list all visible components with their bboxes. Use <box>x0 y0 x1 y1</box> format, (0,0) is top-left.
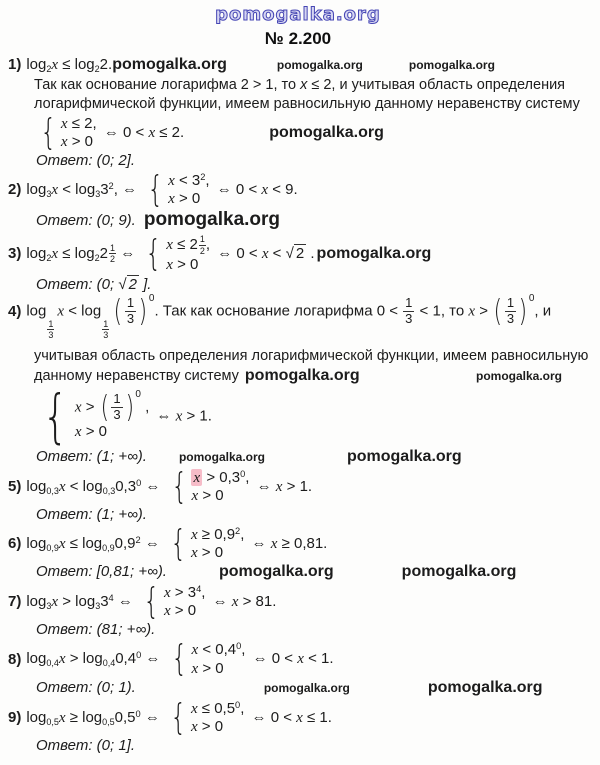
watermark-small: pomogalka.org <box>408 58 495 72</box>
answer-row <box>6 679 590 697</box>
formula-row <box>6 696 590 738</box>
answer-row <box>6 448 590 466</box>
system-formula: { x > ( 1 3 ) $^0$ , x > 0 ⇔ x > 1. <box>42 382 212 451</box>
watermark-small: pomogalka.org <box>263 680 350 695</box>
answer-row <box>6 209 590 231</box>
formula-row <box>6 293 590 346</box>
answer-row <box>6 621 590 638</box>
problem-2 <box>6 169 590 231</box>
watermark-small: pomogalka.org <box>475 369 562 384</box>
problem-number: 9) <box>8 708 22 726</box>
problem-number: 2) <box>8 181 22 199</box>
formula-row <box>6 581 590 623</box>
problem-number: 6) <box>8 535 22 553</box>
answer-row <box>6 563 590 581</box>
answer-row <box>6 275 590 293</box>
answer: Ответ: (1; +∞). <box>36 506 147 524</box>
problem-number: 4) <box>8 302 22 320</box>
answer: Ответ: (0; 1). <box>36 678 136 696</box>
formula: $\log_3x > \log_33^4$ ⇔ { $x > 3^4$, x > 0 ⇔ x > 81. <box>26 581 277 623</box>
watermark-bold: pomogalka.org <box>316 245 432 262</box>
formula: $\log_{0,5}x \ge \log_{0,5}0,5^0$ ⇔ { $x \le 0,5^0$, x > 0 ⇔ 0 < x ≤ 1. <box>26 696 332 738</box>
watermark-bold: pomogalka.org <box>143 209 281 231</box>
problem-number: 5) <box>8 478 22 496</box>
problem-3 <box>6 234 590 293</box>
watermark-bold: pomogalka.org <box>244 367 360 385</box>
problem-8 <box>6 638 590 696</box>
watermark-bold: pomogalka.org <box>269 124 384 142</box>
watermark-bold: pomogalka.org <box>218 563 334 581</box>
system-row <box>34 111 590 153</box>
answer: Ответ: (0; 9). <box>36 212 136 230</box>
explanation-line: Так как основание логарифма 2 > 1, то x ≤ 2, и учитывая область определения <box>34 77 566 94</box>
problem-4 <box>6 293 590 466</box>
formula-row <box>6 169 590 211</box>
system-formula: { x ≤ 2, x > 0 ⇔ 0 < x ≤ 2. <box>40 111 185 153</box>
system-row <box>34 382 590 451</box>
formula: $\log_{0,4}x > \log_{0,4}0,4^0$ ⇔ { $x < 0,4^0$, x > 0 ⇔ 0 < x < 1. <box>26 638 334 680</box>
page-title: № 2.200 <box>264 29 332 48</box>
watermark-bold: pomogalka.org <box>112 56 227 73</box>
formula: $\log_{0,9}x \le \log_{0,9}0,9^2$ ⇔ { $x \ge 0,9^2$, x > 0 ⇔ x ≥ 0,81. <box>26 523 328 565</box>
answer: Ответ: (81; +∞). <box>36 621 156 639</box>
answer: Ответ: (0; √ 2 ]. <box>36 275 152 293</box>
watermark-small: pomogalka.org <box>178 450 265 465</box>
explanation-row <box>6 367 590 385</box>
site-logo: pomogalka.org <box>215 4 381 25</box>
answer-row <box>6 152 590 169</box>
watermark-bold: pomogalka.org <box>346 448 462 466</box>
formula-row <box>6 523 590 565</box>
formula-row <box>6 466 590 508</box>
explanation-line: данному неравенству систему <box>34 368 239 385</box>
formula: $\log_3x < \log_33^2$, ⇔ { $x < 3^2$, x > 0 ⇔ 0 < x < 9. <box>26 169 298 211</box>
problem-number: 8) <box>8 650 22 668</box>
answer: Ответ: [0,81; +∞). <box>36 563 167 581</box>
formula: log $\frac{1}{3}$ x < log $\frac{1}{3}$ ( 1 3 ) $^0$ . Так как основание логарифма 0 < $\frac{1}{3}$ < 1, то x > ( 1 3 ) $^0$ , и <box>26 293 552 340</box>
explanation-line: учитывая область определения логарифмической функции, имеем равносильную <box>34 348 589 365</box>
problem-number: 1) <box>8 56 22 73</box>
problem-number: 3) <box>8 245 22 262</box>
problem-7 <box>6 581 590 639</box>
problem-9 <box>6 696 590 754</box>
watermark-small: pomogalka.org <box>276 58 363 72</box>
answer-row <box>6 737 590 754</box>
formula-row <box>6 638 590 680</box>
problem-5 <box>6 466 590 524</box>
watermark-bold: pomogalka.org <box>427 678 543 696</box>
formula: $\log_2x \le \log_22$. <box>26 56 113 75</box>
formula: $\log_{0,3}x < \log_{0,3}0,3^0$ ⇔ { $x > 0,3^0$, x > 0 ⇔ x > 1. <box>26 466 313 508</box>
problem-6 <box>6 523 590 581</box>
answer-row <box>6 506 590 523</box>
problem-1-head <box>6 56 590 75</box>
problem-number: 7) <box>8 593 22 611</box>
watermark-bold: pomogalka.org <box>401 563 517 581</box>
answer: Ответ: (0; 1]. <box>36 736 136 754</box>
explanation-line: логарифмической функции, имеем равносильную данному неравенству систему <box>34 96 580 113</box>
problem-1 <box>6 56 590 169</box>
formula: $\log_2x \le \log_22$ $\frac{1}{2}$ ⇔ { x ≤ 2 $\frac{1}{2}$ , x > 0 ⇔ 0 < x < √ 2 . <box>26 232 315 274</box>
formula-row <box>6 234 590 274</box>
answer: Ответ: (0; 2]. <box>36 152 136 170</box>
answer: Ответ: (1; +∞). <box>36 448 147 466</box>
